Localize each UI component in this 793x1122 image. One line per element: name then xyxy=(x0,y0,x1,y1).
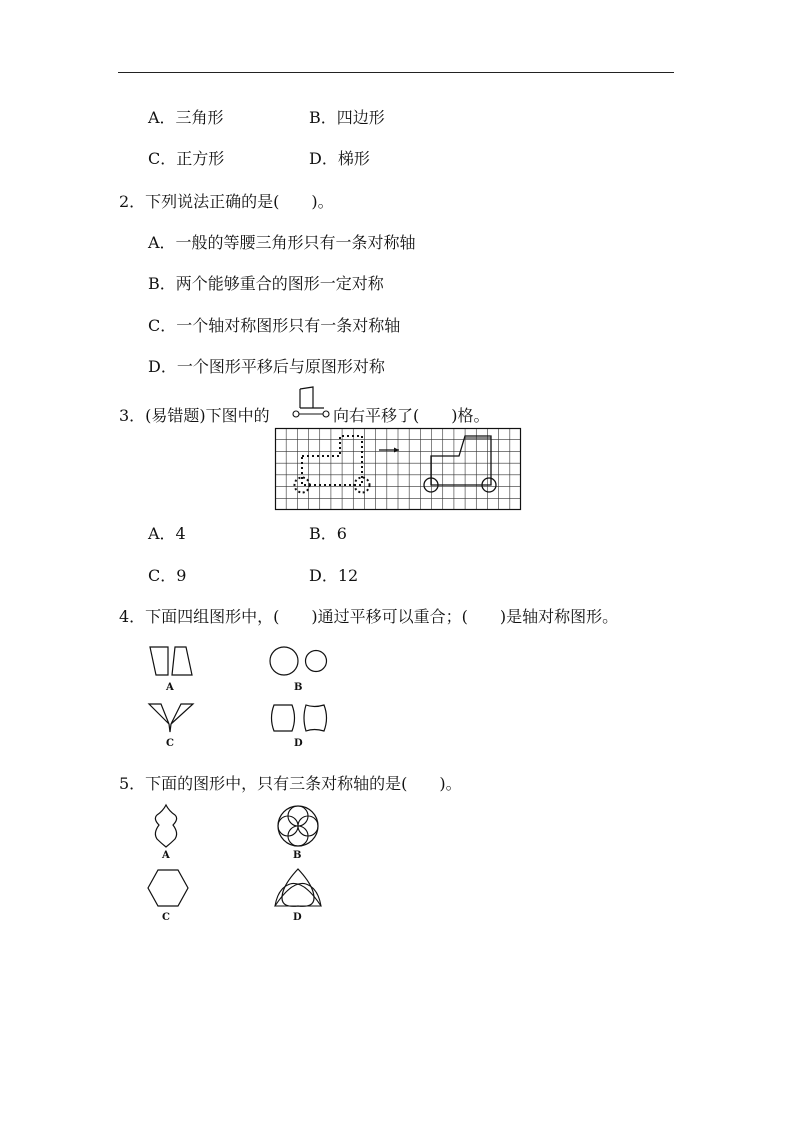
q4-figure-d-curved-squares[interactable] xyxy=(268,703,330,733)
q5-figure-c-hexagon[interactable] xyxy=(146,868,190,908)
dotted-car-wheel-left xyxy=(295,478,310,493)
q1-option-c[interactable]: C．正方形 xyxy=(148,149,225,168)
q1-option-b[interactable]: B．四边形 xyxy=(309,108,385,127)
q3-option-b[interactable]: B．6 xyxy=(309,524,347,543)
q2-option-a[interactable]: A．一般的等腰三角形只有一条对称轴 xyxy=(148,233,416,252)
q3-grid-figure xyxy=(275,428,521,510)
dotted-car-wheel-right xyxy=(355,478,370,493)
q5-label-c: C xyxy=(162,912,170,923)
solid-car-outline xyxy=(431,436,491,485)
q4-figure-b-circles[interactable] xyxy=(268,645,330,677)
header-rule xyxy=(118,72,674,73)
q1-option-a[interactable]: A．三角形 xyxy=(148,108,224,127)
q4-label-a: A xyxy=(166,682,174,693)
q2-option-d[interactable]: D．一个图形平移后与原图形对称 xyxy=(148,357,385,376)
q4-figure-c-arrowheads[interactable] xyxy=(147,702,195,734)
q5-label-b: B xyxy=(293,850,302,861)
q5-label-a: A xyxy=(162,850,170,861)
q2-option-b[interactable]: B．两个能够重合的图形一定对称 xyxy=(148,274,384,293)
q5-stem: 5．下面的图形中，只有三条对称轴的是( )。 xyxy=(119,774,462,793)
q5-label-d: D xyxy=(293,912,302,923)
q3-option-c[interactable]: C．9 xyxy=(148,566,187,585)
q3-option-a[interactable]: A．4 xyxy=(148,524,186,543)
q3-stem-before: 3．(易错题)下图中的 xyxy=(119,406,270,425)
q3-stem-after: 向右平移了( )格。 xyxy=(333,406,490,425)
q4-label-b: B xyxy=(294,682,303,693)
q4-stem: 4．下面四组图形中，( )通过平移可以重合；( )是轴对称图形。 xyxy=(119,607,619,626)
q3-option-d[interactable]: D．12 xyxy=(309,566,359,585)
q2-stem: 2．下列说法正确的是( )。 xyxy=(119,192,334,211)
q5-figure-d-triquetra[interactable] xyxy=(272,866,324,910)
q4-label-d: D xyxy=(294,738,303,749)
q4-figure-a-trapezoids[interactable] xyxy=(148,645,194,677)
q3-inline-car-icon xyxy=(290,386,332,420)
q5-figure-a-vase[interactable] xyxy=(151,803,181,849)
q4-label-c: C xyxy=(166,738,174,749)
q1-option-d[interactable]: D．梯形 xyxy=(309,149,370,168)
q5-figure-b-circle-pattern[interactable] xyxy=(273,803,323,849)
q2-option-c[interactable]: C．一个轴对称图形只有一条对称轴 xyxy=(148,316,401,335)
